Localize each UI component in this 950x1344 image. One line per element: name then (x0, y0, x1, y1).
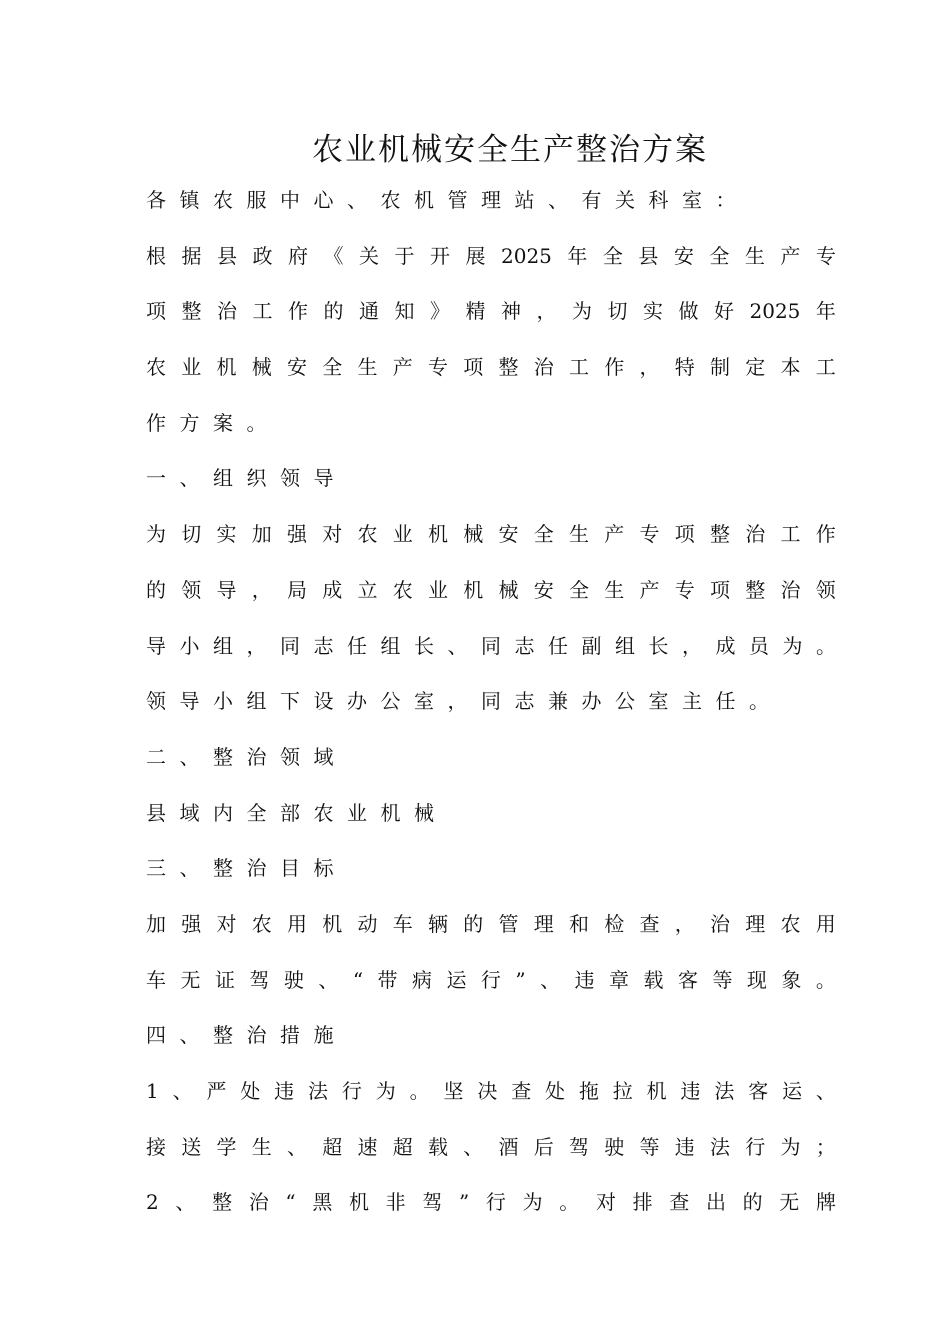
body-line: 为 切 实 加 强 对 农 业 机 械 安 全 生 产 专 项 整 治 工 作 (146, 522, 836, 547)
body-line: 接 送 学 生 、 超 速 超 载 、 酒 后 驾 驶 等 违 法 行 为 ； (146, 1134, 836, 1159)
body-line: 根 据 县 政 府 《 关 于 开 展 2025 年 全 县 安 全 生 产 专 (146, 243, 836, 268)
body-line: 三 、 整 治 目 标 (146, 856, 334, 881)
body-line: 二 、 整 治 领 域 (146, 744, 334, 769)
body-line: 农 业 机 械 安 全 生 产 专 项 整 治 工 作 ， 特 制 定 本 工 (146, 355, 836, 380)
body-line: 加 强 对 农 用 机 动 车 辆 的 管 理 和 检 查 ， 治 理 农 用 (146, 911, 836, 936)
body-line: 的 领 导 ， 局 成 立 农 业 机 械 安 全 生 产 专 项 整 治 领 (146, 577, 836, 602)
body-line: 项 整 治 工 作 的 通 知 》 精 神 ， 为 切 实 做 好 2025 年 (146, 299, 836, 324)
document-body (146, 180, 836, 1238)
body-line: 1 、 严 处 违 法 行 为 。 坚 决 查 处 拖 拉 机 违 法 客 运 、 (146, 1079, 836, 1103)
body-line: 2 、 整 治 “ 黑 机 非 驾 ” 行 为 。 对 排 查 出 的 无 牌 (146, 1190, 836, 1215)
body-line: 四 、 整 治 措 施 (146, 1023, 334, 1048)
document-title: 农业机械安全生产整治方案 (312, 132, 708, 168)
body-line: 领 导 小 组 下 设 办 公 室 ， 同 志 兼 办 公 室 主 任 。 (146, 689, 769, 714)
body-line: 一 、 组 织 领 导 (146, 466, 334, 491)
body-line: 作 方 案 。 (146, 410, 267, 435)
body-line: 各 镇 农 服 中 心 、 农 机 管 理 站 、 有 关 科 室 ： (146, 188, 736, 212)
body-line: 导 小 组 ， 同 志 任 组 长 、 同 志 任 副 组 长 ， 成 员 为 。 (146, 633, 836, 658)
body-line: 县 域 内 全 部 农 业 机 械 (146, 800, 434, 825)
body-line: 车 无 证 驾 驶 、 “ 带 病 运 行 ” 、 违 章 载 客 等 现 象 。 (146, 967, 836, 992)
